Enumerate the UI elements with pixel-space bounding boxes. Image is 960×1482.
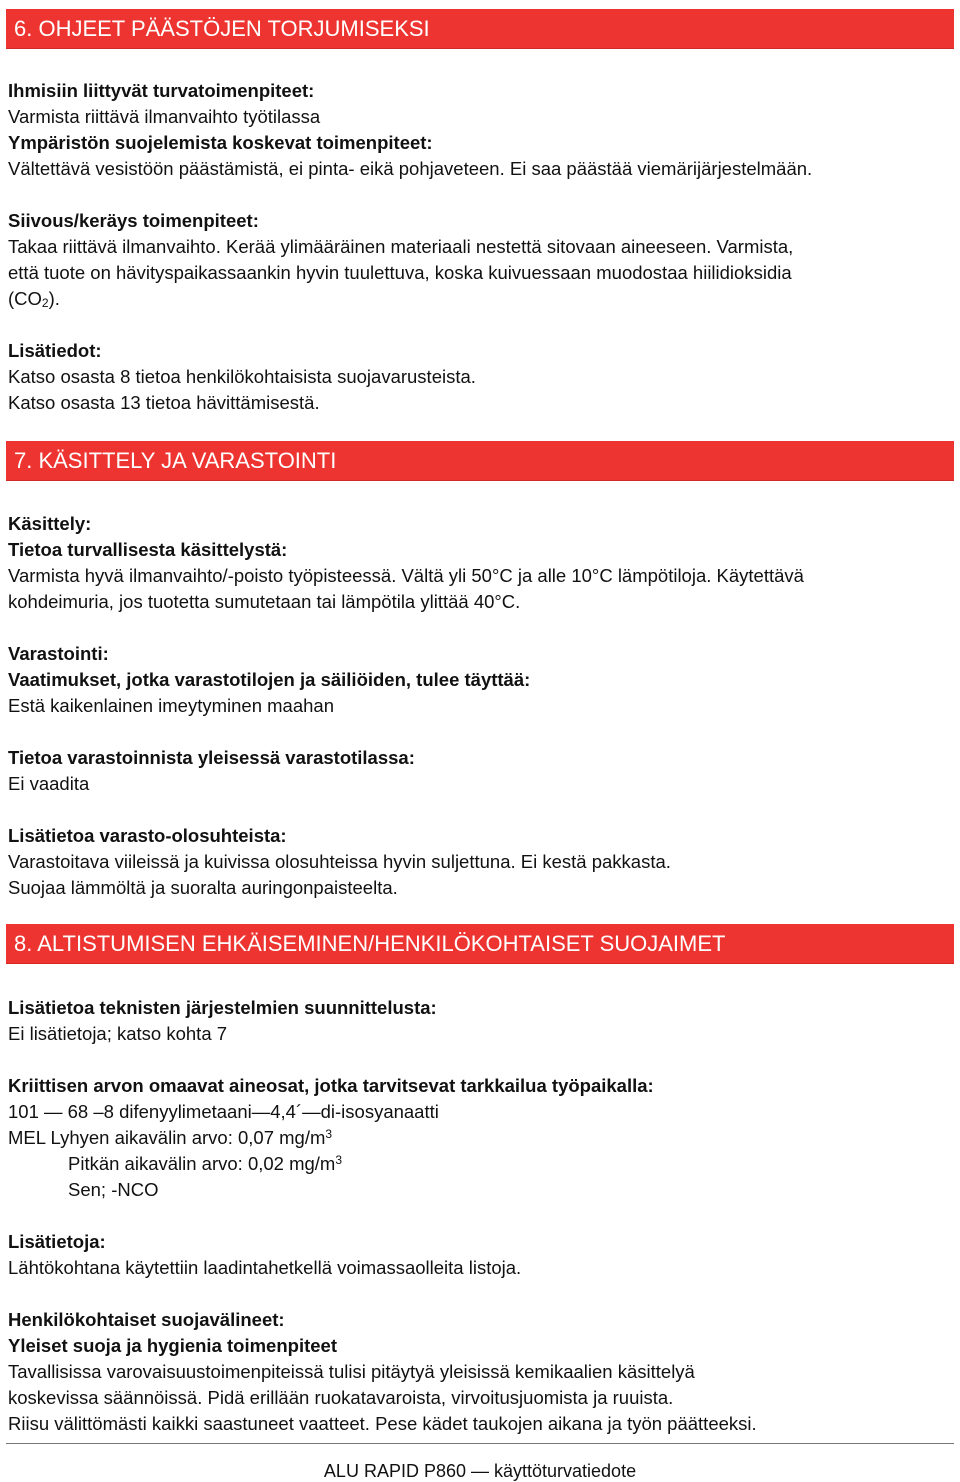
personal-precautions-text: Varmista riittävä ilmanvaihto työtilassa [8, 106, 321, 127]
further-info-text: Lähtökohtana käytettiin laadintahetkellä voimassaolleita listoja. [8, 1257, 522, 1278]
ppe-heading: Henkilökohtaiset suojavälineet: [8, 1309, 285, 1330]
section-8-header: 8. ALTISTUMISEN EHKÄISEMINEN/HENKILÖKOHTAISET SUOJAIMET [6, 924, 954, 964]
additional-info-line: Katso osasta 13 tietoa hävittämisestä. [8, 392, 320, 413]
short-term-limit: MEL Lyhyen aikavälin arvo: 0,07 mg/m [8, 1127, 326, 1148]
general-storage-text: Ei vaadita [8, 773, 90, 794]
cleanup-line: Takaa riittävä ilmanvaihto. Kerää ylimääräinen materiaali nestettä sitovaan aineeseen. Varmista, [8, 236, 794, 257]
cubic-superscript: 3 [335, 1153, 343, 1167]
long-term-limit: Pitkän aikavälin arvo: 0,02 mg/m [68, 1153, 336, 1174]
handling-line: kohdeimuria, jos tuotetta sumutetaan tai lämpötila ylittää 40°C. [8, 591, 521, 612]
cleanup-line: että tuote on hävityspaikassaankin hyvin tuulettuva, koska kuivuessaan muodostaa hiilidioksidia [8, 262, 792, 283]
co2-subscript: 2 [41, 296, 49, 310]
section-6-header: 6. OHJEET PÄÄSTÖJEN TORJUMISEKSI [6, 9, 954, 49]
critical-components-heading: Kriittisen arvon omaavat aineosat, jotka tarvitsevat tarkkailua työpaikalla: [8, 1075, 654, 1096]
hygiene-line: koskevissa säännöissä. Pidä erillään ruokatavaroista, virvoitusjuomista ja ruuista. [8, 1387, 674, 1408]
storage-requirements-text: Estä kaikenlainen imeytyminen maahan [8, 695, 334, 716]
general-storage-heading: Tietoa varastoinnista yleisessä varastotilassa: [8, 747, 415, 768]
storage-conditions-line: Varastoitava viileissä ja kuivissa olosuhteissa hyvin suljettuna. Ei kestä pakkasta. [8, 851, 671, 872]
further-info-heading: Lisätietoja: [8, 1231, 106, 1252]
storage-heading: Varastointi: [8, 643, 109, 664]
critical-component-line: Sen; -NCO [68, 1179, 159, 1200]
safe-handling-subheading: Tietoa turvallisesta käsittelystä: [8, 539, 288, 560]
cubic-superscript: 3 [325, 1127, 333, 1141]
footer-text: ALU RAPID P860 — käyttöturvatiedote [323, 1461, 637, 1481]
environmental-precautions-text: Vältettävä vesistöön päästämistä, ei pinta- eikä pohjaveteen. Ei saa päästää viemärijärjestelmään. [8, 158, 813, 179]
storage-requirements-subheading: Vaatimukset, jotka varastotilojen ja säiliöiden, tulee täyttää: [8, 669, 531, 690]
footer-divider [6, 1443, 954, 1444]
handling-line: Varmista hyvä ilmanvaihto/-poisto työpisteessä. Vältä yli 50°C ja alle 10°C lämpötiloja. Käytettävä [8, 565, 804, 586]
engineering-design-heading: Lisätietoa teknisten järjestelmien suunnittelusta: [8, 997, 437, 1018]
storage-conditions-line: Suojaa lämmöltä ja suoralta auringonpaisteelta. [8, 877, 398, 898]
additional-info-line: Katso osasta 8 tietoa henkilökohtaisista suojavarusteista. [8, 366, 476, 387]
environmental-precautions-heading: Ympäristön suojelemista koskevat toimenpiteet: [8, 132, 433, 153]
cleanup-line [8, 286, 952, 312]
hygiene-line: Riisu välittömästi kaikki saastuneet vaatteet. Pese kädet taukojen aikana ja työn päätteeksi. [8, 1413, 757, 1434]
section-6-body [8, 78, 952, 416]
cleanup-heading: Siivous/keräys toimenpiteet: [8, 210, 259, 231]
co2-suffix: ). [48, 288, 60, 309]
engineering-design-text: Ei lisätietoja; katso kohta 7 [8, 1023, 228, 1044]
hygiene-subheading: Yleiset suoja ja hygienia toimenpiteet [8, 1335, 337, 1356]
additional-info-heading: Lisätiedot: [8, 340, 102, 361]
section-7-body [8, 511, 952, 901]
critical-component-line [8, 1125, 952, 1151]
section-7-header: 7. KÄSITTELY JA VARASTOINTI [6, 441, 954, 481]
critical-component-line [8, 1151, 952, 1177]
personal-precautions-heading: Ihmisiin liittyvät turvatoimenpiteet: [8, 80, 315, 101]
handling-heading: Käsittely: [8, 513, 92, 534]
section-8-body [8, 995, 952, 1437]
critical-component-line: 101 — 68 –8 difenyylimetaani—4,4´—di-isosyanaatti [8, 1101, 439, 1122]
hygiene-line: Tavallisissa varovaisuustoimenpiteissä tulisi pitäytyä yleisissä kemikaalien käsittelyä [8, 1361, 695, 1382]
storage-conditions-heading: Lisätietoa varasto-olosuhteista: [8, 825, 287, 846]
co2-prefix: (CO [8, 288, 42, 309]
